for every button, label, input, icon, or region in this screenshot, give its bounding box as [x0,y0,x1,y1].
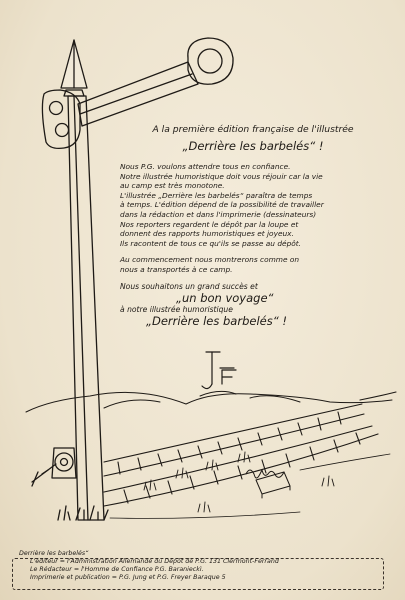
colophon-editor: L'éditeur = l'Administration Allemande du Dépôt de P.G. 131 Clermont-Ferrand [30,558,279,565]
paragraph-line: donnent des rapports humoristiques et joyeux. [120,229,294,239]
paragraph-line: Au commencement nous montrerons comme on [120,255,300,265]
preface-text [112,124,394,328]
wish-small-text: à notre illustrée humoristique [120,304,233,314]
paragraph-line: dans la rédaction et dans l'imprimerie (dessinateurs) [120,209,317,219]
paragraph-1 [112,162,394,248]
paragraph-line: au camp est très monotone. [120,181,225,191]
paragraph-line: Notre illustrée humoristique doit vous réjouir car la vie [120,171,323,181]
colophon-printing: Imprimerie et publication = P.G. Jung et P.G. Freyer Baraque 5 [30,574,226,581]
paragraph-line: Ils racontent de tous ce qu'ils se passe au dépôt. [120,238,302,248]
colophon-redactor: Le Rédacteur = l'Homme de Confiance P.G. Baranieckì. [30,566,204,573]
paragraph-2 [112,255,394,274]
colophon [10,550,402,582]
paragraph-line: à temps. L'édition dépend de la possibilité de travailler [120,200,324,210]
ground-lines [110,454,390,518]
paragraph-line: L'illustrée „Derrière les barbelés“ paraîtra de temps [120,190,313,200]
paragraph-line: Nos reporters regardent le dépôt par la loupe et [120,219,299,229]
wish-title: „Derrière les barbelés“ ! [146,313,287,328]
intro-line: A la première édition française de l'illustrée [152,124,354,135]
hills [26,391,392,412]
publication-title: „Derrière les barbelés“ ! [182,139,324,153]
ground-box [256,472,290,498]
wish-big-text: „un bon voyage“ [176,290,274,305]
paragraph-line: Nous P.G. voulons attendre tous en confiance. [120,162,291,171]
wish-line: Nous souhaitons un grand succès et [120,281,258,291]
paragraph-line: nous a transportés à ce camp. [120,264,233,274]
colophon-title: Derrière les barbelés“ [19,550,89,557]
railway-tracks [104,392,396,506]
monogram-logo [202,352,236,389]
